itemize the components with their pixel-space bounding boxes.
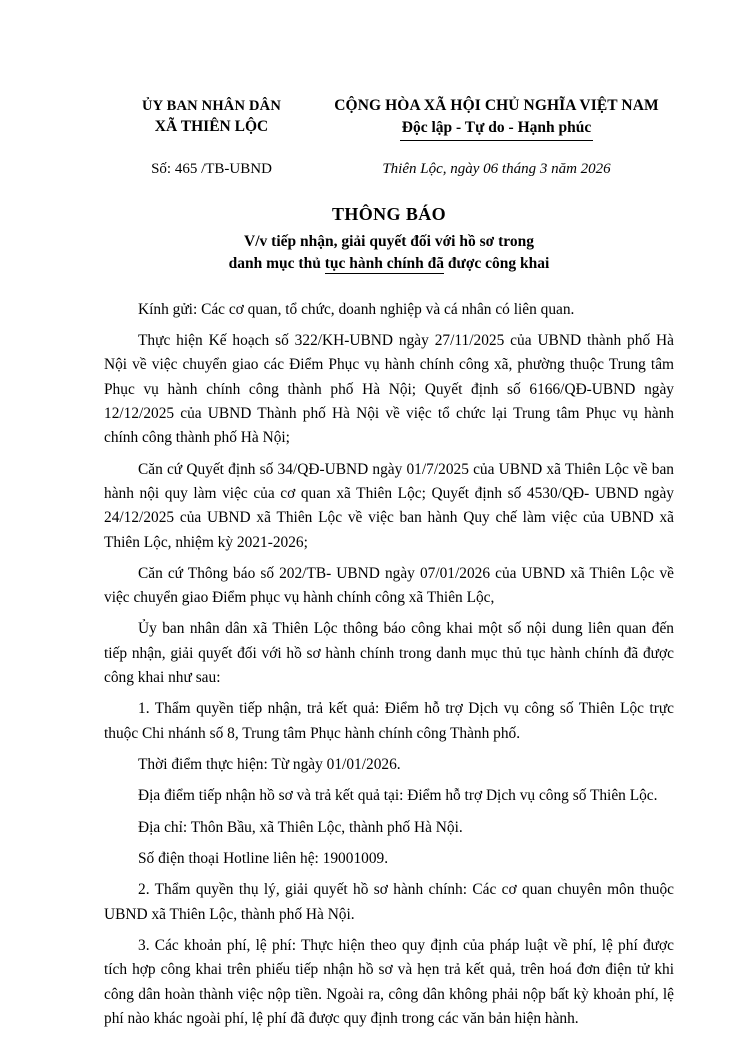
document-subtitle-line2: [144, 253, 634, 275]
issuing-authority-block: [104, 96, 319, 137]
document-title: THÔNG BÁO: [331, 203, 447, 224]
recipient-line: Kính gửi: Các cơ quan, tổ chức, doanh nghiệp và cá nhân có liên quan.: [138, 300, 575, 318]
body-paragraph: 1. Thẩm quyền tiếp nhận, trả kết quả: Điểm hỗ trợ Dịch vụ công số Thiên Lộc trực thuộc Chi nhánh số 8, Trung tâm Phục hành chính công Thành phố.: [104, 700, 674, 742]
document-body: [104, 298, 674, 1032]
body-paragraph: Ủy ban nhân dân xã Thiên Lộc thông báo công khai một số nội dung liên quan đến tiếp nhận, giải quyết đối với hồ sơ hành chính trong danh mục thủ tục hành chính đã được công khai như sau:: [104, 620, 674, 687]
title-block: [104, 204, 674, 276]
body-paragraph: Địa điểm tiếp nhận hồ sơ và trả kết quả tại: Điểm hỗ trợ Dịch vụ công số Thiên Lộc.: [138, 787, 658, 805]
issuing-authority-line2: XÃ THIÊN LỘC: [154, 117, 269, 135]
issuing-authority-line1: ỦY BAN NHÂN DÂN: [141, 98, 281, 114]
body-paragraph: Căn cứ Thông báo số 202/TB- UBND ngày 07/01/2026 của UBND xã Thiên Lộc về việc chuyển giao Điểm phục vụ hành chính công xã Thiên Lộc,: [104, 564, 674, 607]
place-and-date: Thiên Lộc, ngày 06 tháng 3 năm 2026: [382, 160, 611, 177]
subtitle-part-underlined: tục hành chính đã: [324, 255, 445, 273]
body-paragraph: Địa chỉ: Thôn Bầu, xã Thiên Lộc, thành phố Hà Nội.: [138, 818, 463, 836]
document-subheader: [104, 161, 674, 178]
document-header: [104, 96, 674, 141]
national-heading-block: [319, 96, 674, 141]
body-paragraph: Số điện thoại Hotline liên hệ: 19001009.: [138, 850, 389, 868]
body-paragraph: Căn cứ Quyết định số 34/QĐ-UBND ngày 01/7/2025 của UBND xã Thiên Lộc về ban hành nội quy làm việc của cơ quan xã Thiên Lộc; Quyết định số 4530/QĐ- UBND ngày 24/12/2025 của UBND xã Thiên Lộc về việc ban hành Quy chế làm việc của UBND xã Thiên Lộc, nhiệm kỳ 2021-2026;: [104, 460, 674, 551]
body-paragraph: 2. Thẩm quyền thụ lý, giải quyết hồ sơ hành chính: Các cơ quan chuyên môn thuộc UBND xã Thiên Lộc, thành phố Hà Nội.: [104, 881, 674, 923]
body-paragraph: 3. Các khoản phí, lệ phí: Thực hiện theo quy định của pháp luật về phí, lệ phí được tích hợp công khai trên phiếu tiếp nhận hồ sơ và hẹn trả kết quả, trên hoá đơn điện tử khi công dân hoàn thành việc nộp tiền. Ngoài ra, công dân không phải nộp bất kỳ khoản phí, lệ phí nào khác ngoài phí, lệ phí đã được quy định trong các văn bản hiện hành.: [104, 937, 674, 1028]
document-subtitle: [104, 231, 674, 276]
national-motto: Độc lập - Tự do - Hạnh phúc: [400, 117, 593, 141]
document-subtitle-line1: V/v tiếp nhận, giải quyết đối với hồ sơ trong: [244, 232, 534, 250]
body-paragraph: Thời điểm thực hiện: Từ ngày 01/01/2026.: [138, 756, 401, 774]
subtitle-part-pre: danh mục thủ: [228, 255, 325, 273]
body-paragraph: Thực hiện Kế hoạch số 322/KH-UBND ngày 27/11/2025 của UBND thành phố Hà Nội về việc chuyển giao các Điểm Phục vụ hành chính công xã, phường thuộc Trung tâm Phục vụ hành chính công thành phố Hà Nội; Quyết định số 6166/QĐ-UBND ngày 12/12/2025 của UBND Thành phố Hà Nội về việc tổ chức lại Trung tâm Phục vụ hành chính công thành phố Hà Nội;: [104, 331, 674, 447]
subtitle-part-post: được công khai: [444, 255, 550, 273]
document-number: Số: 465 /TB-UBND: [151, 160, 272, 177]
national-heading-line1: CỘNG HÒA XÃ HỘI CHỦ NGHĨA VIỆT NAM: [334, 97, 659, 114]
